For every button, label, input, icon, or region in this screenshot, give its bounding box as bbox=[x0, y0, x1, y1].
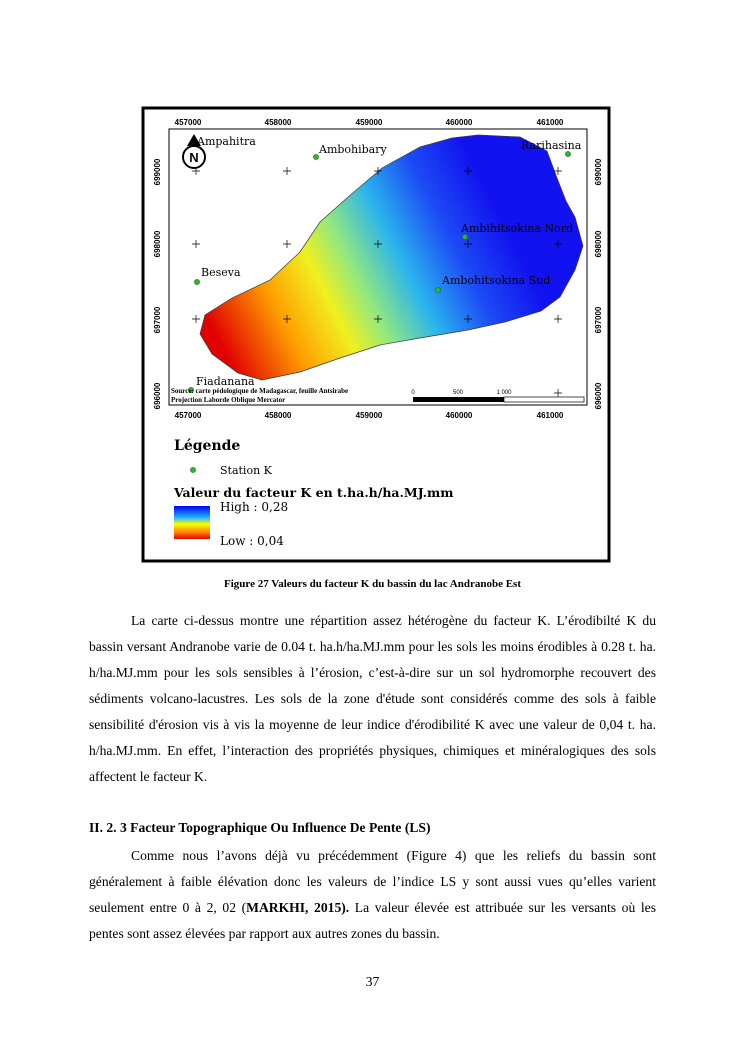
legend-station-icon bbox=[190, 467, 195, 472]
legend-color-ramp bbox=[174, 506, 210, 539]
north-arrow-label: N bbox=[189, 150, 199, 165]
paragraph-1-text: La carte ci-dessus montre une répartition assez hétérogène du facteur K. L’érodibilté K du bassin versant Andranobe varie de 0.04 t. ha.h/ha.MJ.mm pour les sols les moins érodibles à 0.28 t. ha. h/ha.MJ.mm pour les sols sensibles à l’érosion, c’est-à-dire sur un sol hydromorphe recouvert des sédiments volcano-lacustres. Les sols de la zone d'étude sont considérés comme des sols à faible sensibilité d'érosion vis à vis la moyenne de leur indice d'érodibilité K avec une valeur de 0,04 t. ha. h/ha.MJ.mm. En effet, l’interaction des propriétés physiques, chimiques et minéralogiques des sols affectent le facteur K. bbox=[89, 613, 656, 784]
page-number: 37 bbox=[365, 974, 380, 989]
scale-label: 500 bbox=[452, 390, 464, 396]
legend-low-label: Low : 0,04 bbox=[220, 534, 284, 548]
source-line-2: Projection Laborde Oblique Mercator bbox=[171, 396, 286, 404]
paragraph-2-text-part2: ). bbox=[341, 900, 350, 915]
section-heading: II. 2. 3 Facteur Topographique Ou Influence De Pente (LS) bbox=[89, 820, 431, 835]
left-tick-label: 696000 bbox=[153, 382, 162, 410]
station-label-rarihasina: Rarihasina bbox=[521, 139, 582, 152]
bottom-tick-label: 461000 bbox=[536, 411, 564, 420]
top-tick-label: 459000 bbox=[355, 118, 383, 127]
station-point-icon bbox=[313, 154, 318, 159]
paragraph-topographic-factor bbox=[89, 843, 656, 947]
top-tick-label: 458000 bbox=[264, 118, 292, 127]
left-tick-label: 698000 bbox=[153, 230, 162, 258]
paragraph-2-text-part3: La valeur élevée est attribuée sur les versants où les pentes sont assez élevées par rapport aux autres zones du bassin. bbox=[89, 900, 656, 941]
paragraph-k-factor bbox=[89, 608, 656, 790]
station-point-icon bbox=[462, 234, 467, 239]
top-tick-label: 460000 bbox=[445, 118, 473, 127]
right-tick-label: 696000 bbox=[594, 382, 603, 410]
source-line-1: Source: carte pédologique de Madagascar, feuille Antsirabe bbox=[171, 387, 349, 395]
legend-k-title: Valeur du facteur K en t.ha.h/ha.MJ.mm bbox=[174, 485, 454, 500]
bottom-tick-label: 458000 bbox=[264, 411, 292, 420]
bottom-tick-label: 457000 bbox=[174, 411, 202, 420]
legend-station-label: Station K bbox=[220, 464, 272, 477]
paragraph-2-citation: MARKHI, 2015 bbox=[246, 900, 342, 915]
left-tick-label: 697000 bbox=[153, 306, 162, 334]
station-point-icon bbox=[194, 279, 199, 284]
paragraph-2-text-part1: Comme nous l’avons déjà vu précédemment (Figure 4) que les reliefs du bassin sont généralement à faible élévation donc les valeurs de l’indice LS y sont aussi vues qu’elles varient seulement entre 0 à 2, 02 ( bbox=[89, 848, 656, 915]
scale-label: 1 000 bbox=[496, 390, 512, 396]
left-tick-label: 699000 bbox=[153, 158, 162, 186]
right-tick-label: 697000 bbox=[594, 306, 603, 334]
right-tick-label: 698000 bbox=[594, 230, 603, 258]
station-label-ambohibary: Ambohibary bbox=[319, 143, 387, 156]
figure-caption: Figure 27 Valeurs du facteur K du bassin du lac Andranobe Est bbox=[224, 578, 521, 590]
station-label-beseva: Beseva bbox=[201, 266, 241, 279]
bottom-tick-label: 459000 bbox=[355, 411, 383, 420]
station-point-icon bbox=[435, 287, 440, 292]
top-tick-label: 457000 bbox=[174, 118, 202, 127]
right-tick-label: 699000 bbox=[594, 158, 603, 186]
station-label-ampahitra: Ampahitra bbox=[197, 135, 256, 148]
scale-label: 0 bbox=[411, 390, 415, 396]
legend-title: Légende bbox=[174, 438, 241, 454]
station-label-ambihitsokina-nord: Ambihitsokina Nord bbox=[461, 222, 574, 235]
station-label-ambohitsokina-sud: Ambohitsokina Sud bbox=[442, 274, 551, 287]
station-label-fiadanana: Fiadanana bbox=[196, 375, 255, 388]
station-point-icon bbox=[565, 151, 570, 156]
legend-high-label: High : 0,28 bbox=[220, 500, 289, 514]
bottom-tick-label: 460000 bbox=[445, 411, 473, 420]
top-tick-label: 461000 bbox=[536, 118, 564, 127]
